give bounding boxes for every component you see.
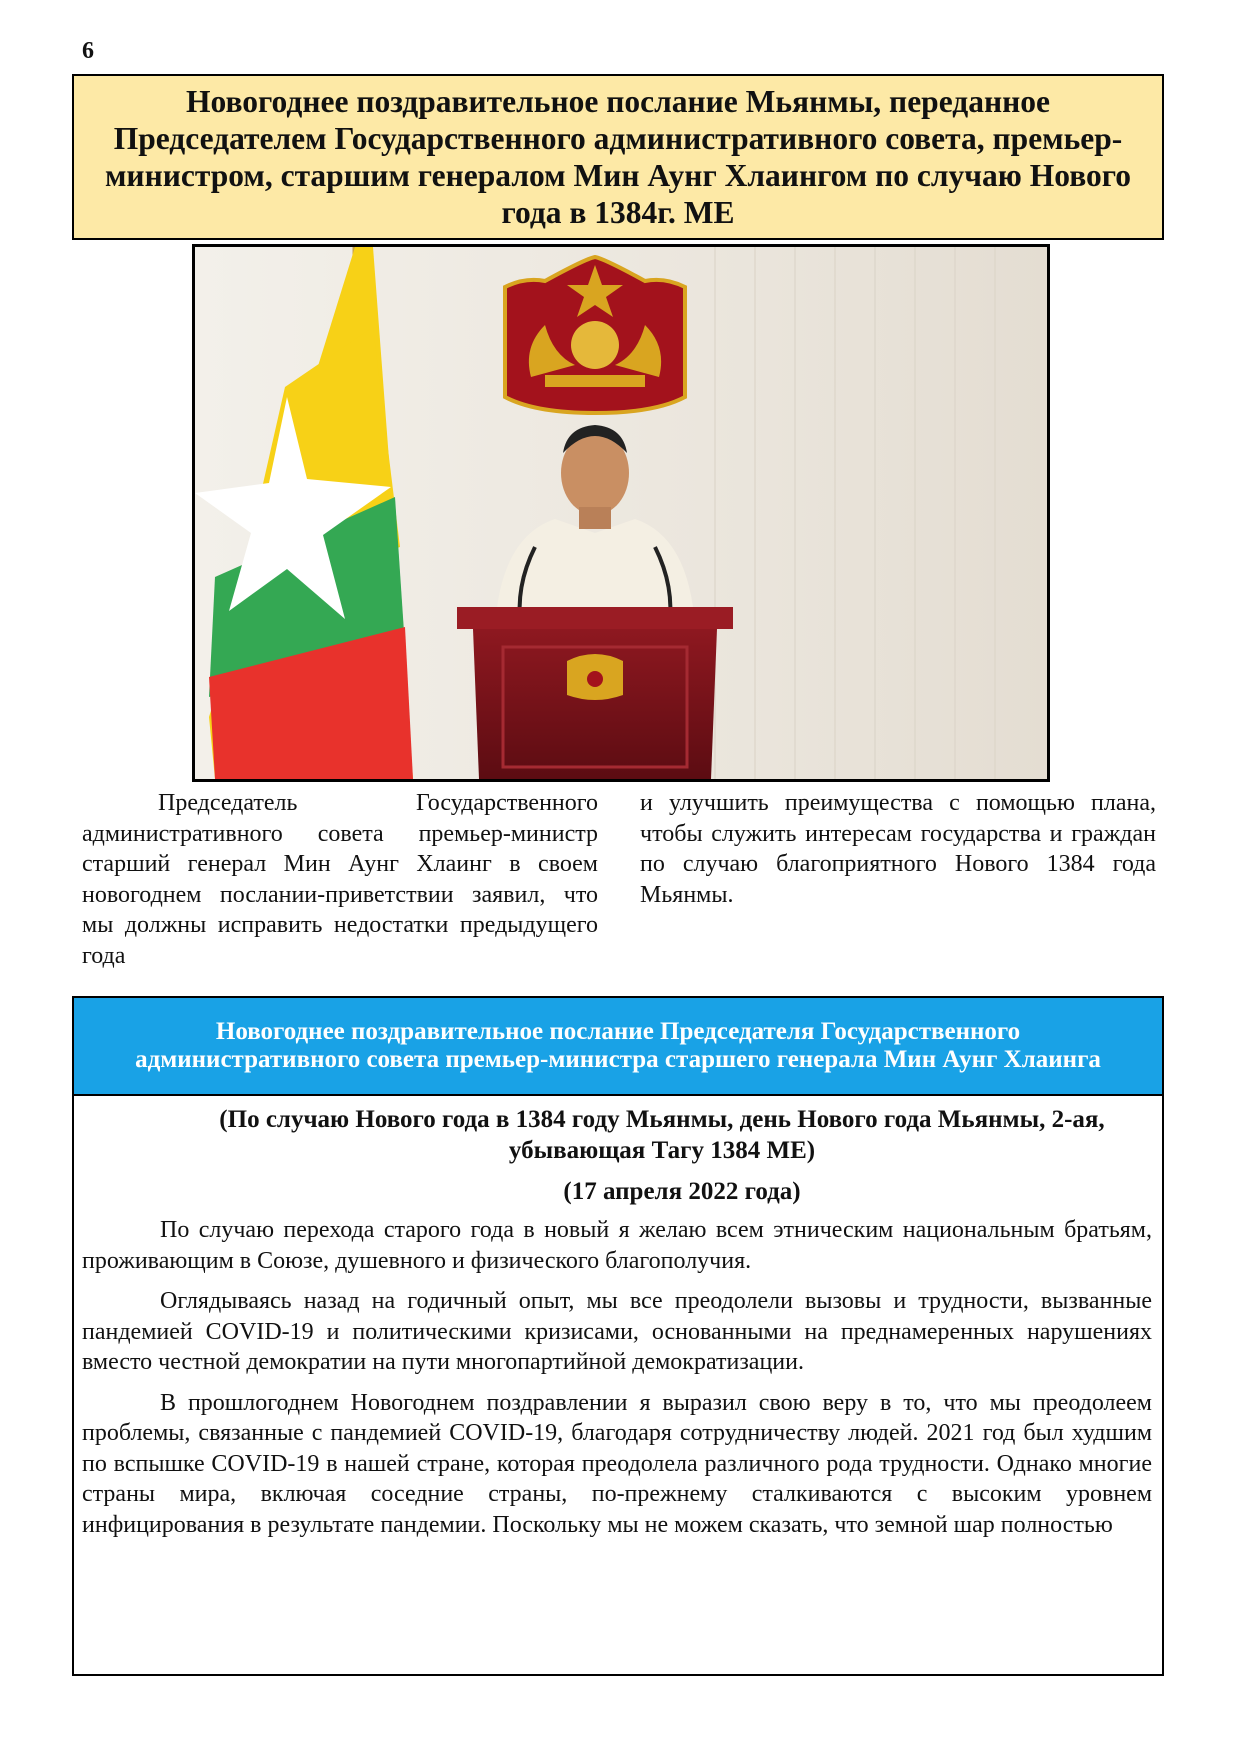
message-paragraph: Оглядываясь назад на годичный опыт, мы все преодолели вызовы и трудности, вызванные пандемией COVID-19 и политическими кризисами, основанными на преднамеренных нарушениях вместо честной демократии на пути многопартийной демократизации. <box>82 1288 1152 1375</box>
photo-illustration <box>195 247 1047 779</box>
message-occasion: (По случаю Нового года в 1384 году Мьянмы, день Нового года Мьянмы, 2-ая, убывающая Тагу 1384 МЕ) <box>219 1106 1105 1164</box>
intro-left-column: Председатель Государственного административного совета премьер-министр старший генерал Мин Аунг Хлаинг в своем новогоднем послании-приветствии заявил, что мы должны исправить недостатки предыдущего года <box>82 790 598 969</box>
intro-right-column: и улучшить преимущества с помощью плана, чтобы служить интересам государства и граждан по случаю благоприятного Нового 1384 года Мьянмы. <box>640 790 1156 908</box>
message-paragraph: По случаю перехода старого года в новый я желаю всем этническим национальным братьям, проживающим в Союзе, душевного и физического благополучия. <box>82 1217 1152 1274</box>
message-date: (17 апреля 2022 года) <box>563 1178 801 1205</box>
article-title: Новогоднее поздравительное послание Мьянмы, переданное Председателем Государственного административного совета, премьер-министром, старшим генералом Мин Аунг Хлаингом по случаю Нового года в 1384г. МЕ <box>104 84 1132 230</box>
page-number: 6 <box>82 38 94 64</box>
photo <box>192 244 1050 782</box>
state-emblem <box>505 257 685 413</box>
message-body <box>72 1096 1164 1676</box>
message-banner <box>72 996 1164 1096</box>
message-paragraph: В прошлогоднем Новогоднем поздравлении я выразил свою веру в то, что мы преодолеем проблемы, связанные с пандемией COVID-19, благодаря сотрудничеству людей. 2021 год был худшим по вспышке COVID-19 в нашей стране, которая преодолела различного рода трудности. Однако многие страны мира, включая соседние страны, по-прежнему сталкиваются с высоким уровнем инфицирования в результате пандемии. Поскольку мы не можем сказать, что земной шар полностью <box>82 1389 1152 1538</box>
podium <box>457 607 733 779</box>
article-title-box <box>72 74 1164 240</box>
message-banner-title: Новогоднее поздравительное послание Председателя Государственного административного совета премьер-министра старшего генерала Мин Аунг Хлаинга <box>135 1018 1101 1073</box>
